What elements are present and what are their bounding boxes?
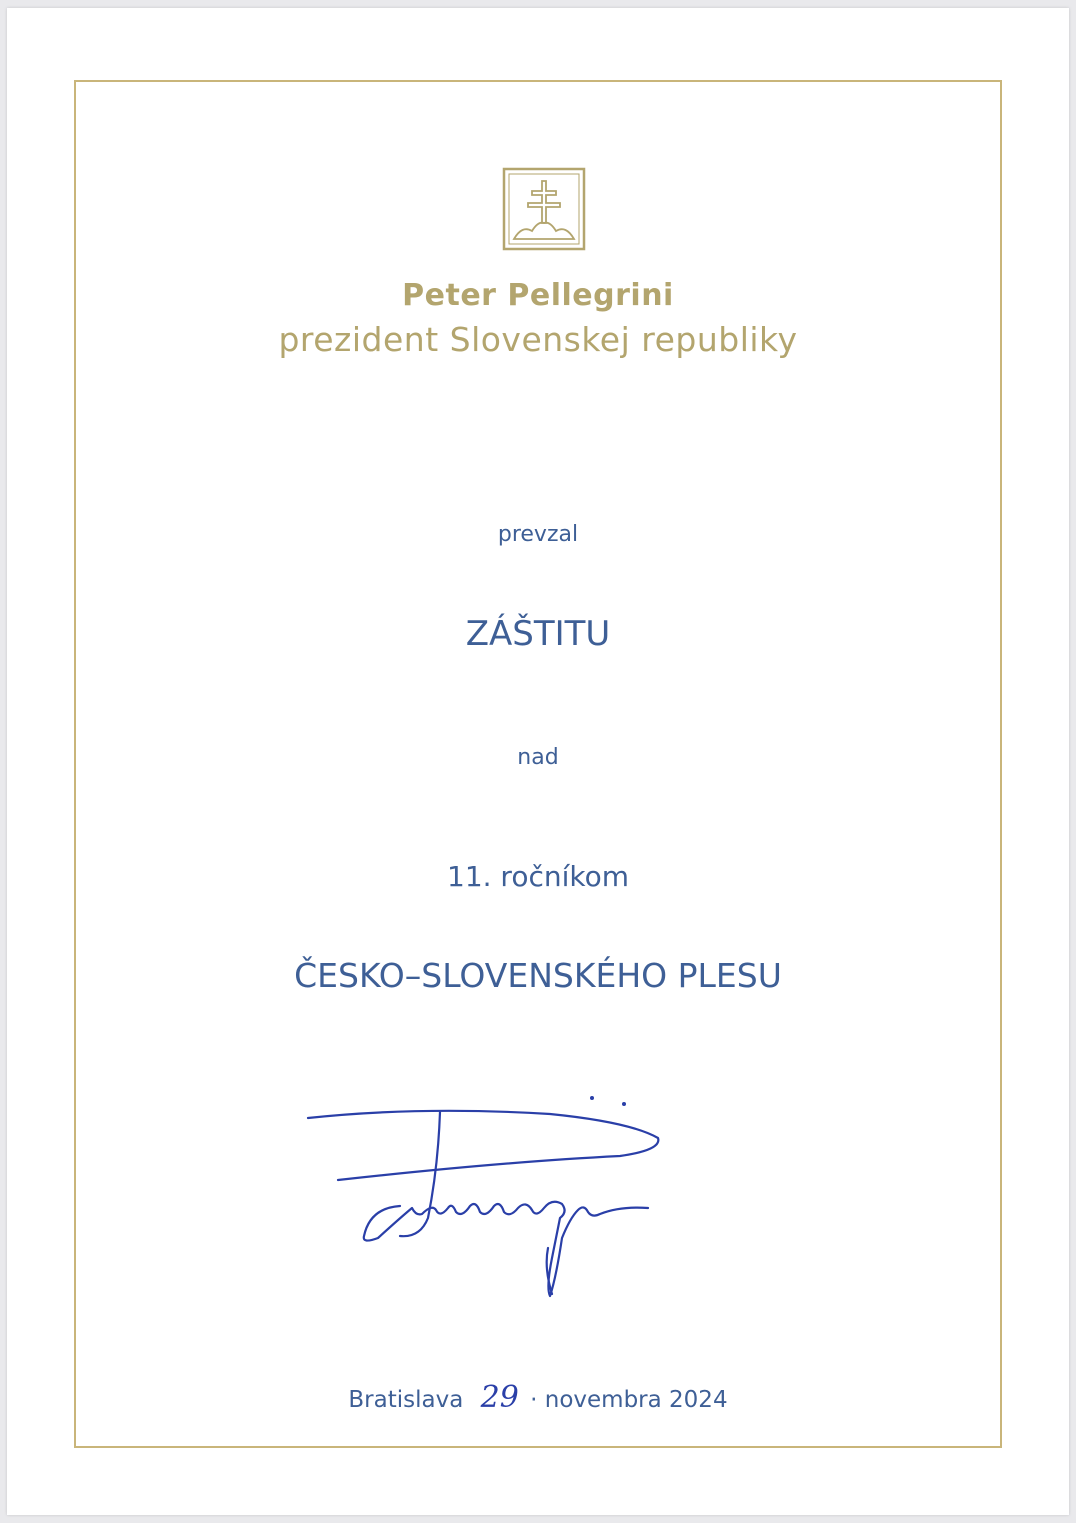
date-month-year: · novembra 2024: [530, 1387, 728, 1413]
date-day-handwritten: 29: [480, 1380, 519, 1415]
slovak-emblem-icon: [502, 167, 586, 251]
text-zastitu: ZÁŠTITU: [465, 614, 611, 654]
text-nad: nad: [517, 745, 559, 770]
issuer-name: Peter Pellegrini: [402, 278, 674, 313]
issuer-title: prezident Slovenskej republiky: [278, 320, 798, 359]
text-prevzal: prevzal: [497, 522, 579, 547]
date-line: [0, 1380, 1076, 1415]
text-rocnik: 11. ročníkom: [447, 860, 629, 893]
text-event-name: ČESKO–SLOVENSKÉHO PLESU: [294, 956, 782, 995]
date-city: Bratislava: [348, 1387, 464, 1413]
signature: [300, 1088, 680, 1308]
